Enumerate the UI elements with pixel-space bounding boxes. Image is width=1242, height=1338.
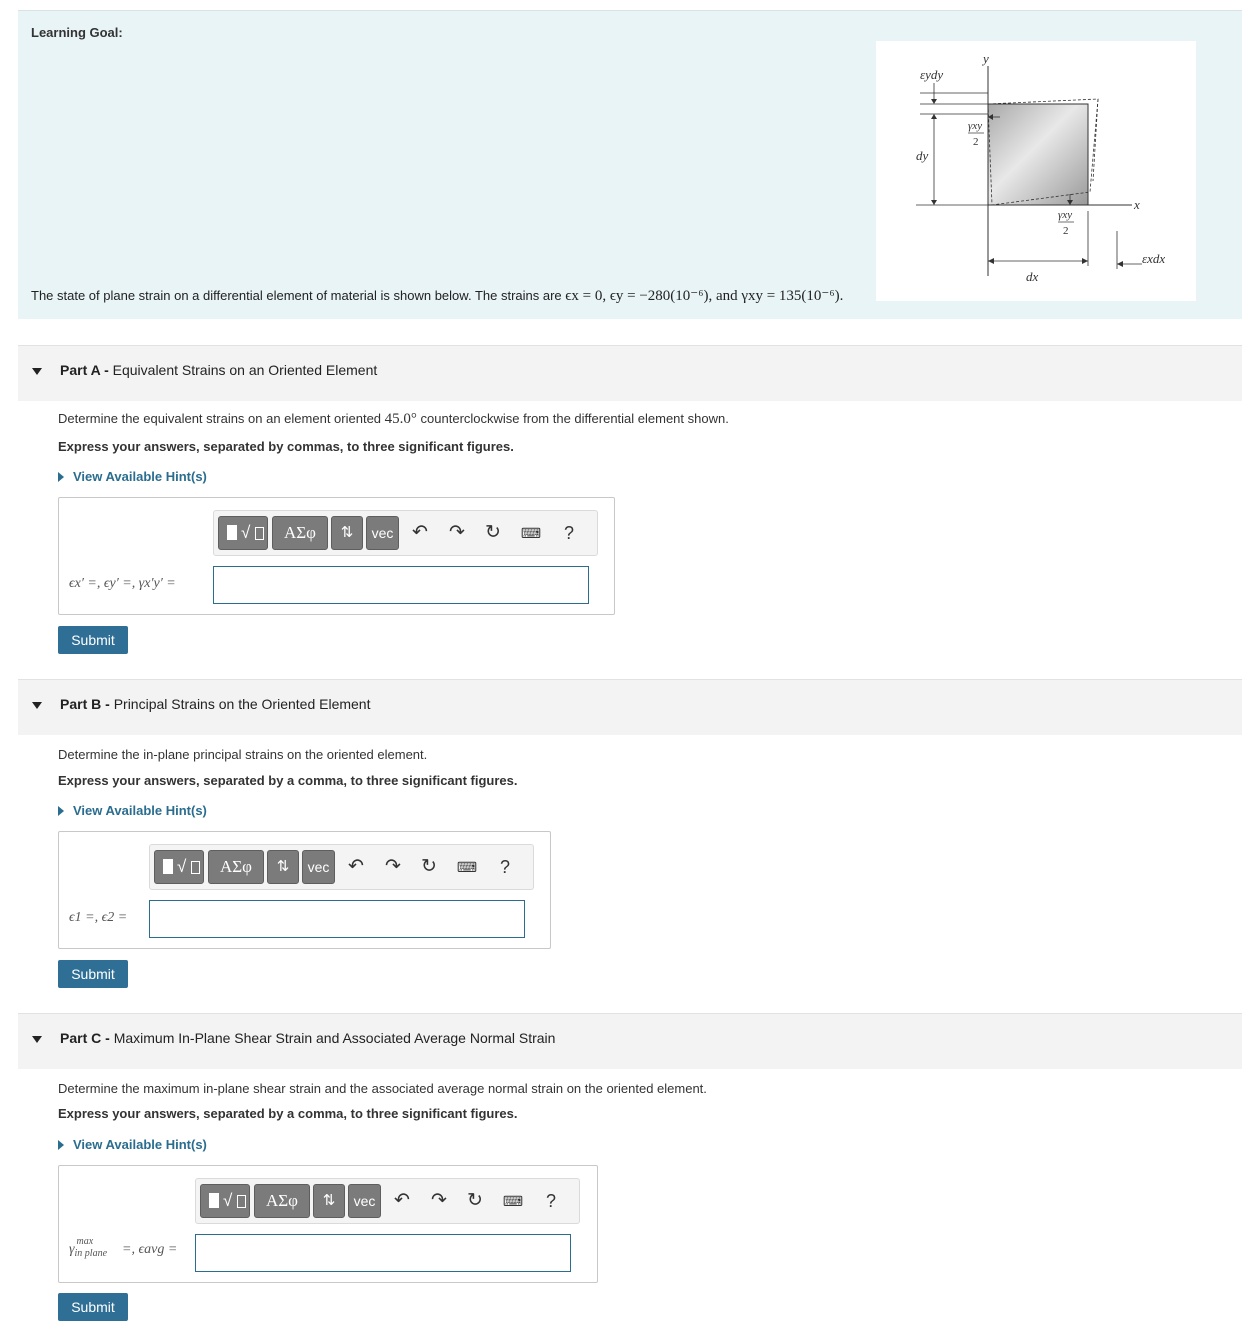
part-a-header[interactable]: [18, 345, 1242, 401]
part-a-title-text: Equivalent Strains on an Oriented Element: [112, 362, 378, 378]
gamma-top-denominator: 2: [973, 136, 979, 148]
template-button[interactable]: √: [154, 850, 204, 884]
template-icon: [227, 525, 237, 540]
part-c-submit-button[interactable]: Submit: [58, 1293, 128, 1321]
vector-button[interactable]: vec: [348, 1184, 381, 1218]
part-b-title: [60, 696, 371, 712]
collapse-triangle-icon[interactable]: [32, 1036, 42, 1043]
ey-dy-label: εydy: [920, 67, 944, 82]
ex-dx-label: εxdx: [1142, 251, 1166, 266]
part-a-submit-button[interactable]: Submit: [58, 626, 128, 654]
undo-icon[interactable]: ↶: [394, 1190, 410, 1211]
part-c-label-sub: in plane: [74, 1248, 108, 1259]
part-a-title: [60, 362, 377, 378]
reset-icon[interactable]: ↻: [485, 522, 501, 543]
undo-icon[interactable]: ↶: [412, 522, 428, 543]
part-a-prompt: [58, 411, 729, 428]
part-b-answer-box: [58, 831, 551, 949]
x-axis-label: x: [1134, 197, 1140, 212]
part-c-label-rest: =, ϵavg =: [122, 1242, 178, 1258]
greek-symbols-button[interactable]: ΑΣφ: [272, 516, 328, 550]
sort-button[interactable]: ⇅: [313, 1184, 345, 1218]
y-axis-label: y: [983, 51, 989, 66]
dy-label: dy: [916, 148, 929, 163]
collapse-triangle-icon[interactable]: [32, 702, 42, 709]
greek-symbols-button[interactable]: ΑΣφ: [254, 1184, 310, 1218]
part-b-hint-label: View Available Hint(s): [73, 803, 207, 818]
help-icon[interactable]: ?: [563, 523, 574, 543]
reset-icon[interactable]: ↻: [421, 856, 437, 877]
template-button[interactable]: √: [218, 516, 268, 550]
keyboard-icon[interactable]: ⌨: [456, 859, 478, 875]
part-c-answer-input[interactable]: [195, 1234, 571, 1272]
part-c-answer-label: γ max in plane =, ϵavg =: [69, 1236, 178, 1259]
part-c-prompt: Determine the maximum in-plane shear strain and the associated average normal strain on the oriented element.: [58, 1081, 707, 1096]
part-a-answer-label: ϵx′ =, ϵy′ =, γx′y′ =: [69, 576, 176, 591]
gamma-top-label: γxy: [968, 120, 983, 132]
expand-arrow-icon: [58, 1140, 64, 1150]
problem-statement-text: The state of plane strain on a differential element of material is shown below. The strains are: [31, 288, 562, 303]
template-icon: [209, 1193, 219, 1208]
part-a-prompt-pre: Determine the equivalent strains on an element oriented: [58, 411, 382, 426]
part-c-letter: Part C -: [60, 1030, 110, 1046]
part-b-hint-link[interactable]: [58, 803, 207, 818]
problem-statement: [31, 286, 843, 305]
help-icon[interactable]: ?: [499, 857, 510, 877]
part-c-answer-box: [58, 1165, 598, 1283]
part-a-instructions: Express your answers, separated by commas, to three significant figures.: [58, 439, 514, 454]
part-a-answer-input[interactable]: [213, 566, 589, 604]
part-c-math-toolbar: [195, 1178, 580, 1224]
strain-diagram: [876, 41, 1196, 301]
part-a-hint-label: View Available Hint(s): [73, 469, 207, 484]
redo-icon[interactable]: ↷: [385, 856, 401, 877]
strain-values: ϵx = 0, ϵy = −280(10⁻⁶), and γxy = 135(10⁻⁶).: [565, 288, 844, 304]
learning-goal-panel: [18, 10, 1242, 319]
redo-icon[interactable]: ↷: [431, 1190, 447, 1211]
expand-arrow-icon: [58, 806, 64, 816]
strain-element-figure: [876, 41, 1196, 301]
part-b-title-text: Principal Strains on the Oriented Element: [113, 696, 371, 712]
part-b-header[interactable]: [18, 679, 1242, 735]
part-b-answer-input[interactable]: [149, 900, 525, 938]
part-c-hint-label: View Available Hint(s): [73, 1137, 207, 1152]
reset-icon[interactable]: ↻: [467, 1190, 483, 1211]
keyboard-icon[interactable]: ⌨: [502, 1193, 524, 1209]
undo-icon[interactable]: ↶: [348, 856, 364, 877]
dx-label: dx: [1026, 269, 1039, 284]
collapse-triangle-icon[interactable]: [32, 368, 42, 375]
keyboard-icon[interactable]: ⌨: [520, 525, 542, 541]
learning-goal-title: Learning Goal:: [31, 25, 123, 40]
sort-button[interactable]: ⇅: [267, 850, 299, 884]
template-button[interactable]: √: [200, 1184, 250, 1218]
part-a-hint-link[interactable]: [58, 469, 207, 484]
part-a-answer-box: [58, 497, 615, 615]
part-c-label-sup: max: [76, 1236, 94, 1247]
part-c-title-text: Maximum In-Plane Shear Strain and Associated Average Normal Strain: [113, 1030, 556, 1046]
help-icon[interactable]: ?: [545, 1191, 556, 1211]
part-c-instructions: Express your answers, separated by a comma, to three significant figures.: [58, 1106, 518, 1121]
part-b-submit-button[interactable]: Submit: [58, 960, 128, 988]
redo-icon[interactable]: ↷: [449, 522, 465, 543]
part-b-prompt: Determine the in-plane principal strains on the oriented element.: [58, 747, 428, 762]
part-b-math-toolbar: [149, 844, 534, 890]
part-b-letter: Part B -: [60, 696, 110, 712]
part-c-header[interactable]: [18, 1013, 1242, 1069]
part-a-angle: 45.0°: [384, 411, 417, 427]
vector-button[interactable]: vec: [366, 516, 399, 550]
part-a-prompt-post: counterclockwise from the differential element shown.: [420, 411, 729, 426]
part-a-letter: Part A -: [60, 362, 109, 378]
gamma-bottom-denominator: 2: [1063, 225, 1069, 237]
part-b-answer-label: ϵ1 =, ϵ2 =: [69, 910, 128, 925]
greek-symbols-button[interactable]: ΑΣφ: [208, 850, 264, 884]
expand-arrow-icon: [58, 472, 64, 482]
gamma-bottom-label: γxy: [1058, 209, 1073, 221]
template-icon: [163, 859, 173, 874]
vector-button[interactable]: vec: [302, 850, 335, 884]
part-b-instructions: Express your answers, separated by a comma, to three significant figures.: [58, 773, 518, 788]
part-a-math-toolbar: [213, 510, 598, 556]
part-c-title: [60, 1030, 555, 1046]
sort-button[interactable]: ⇅: [331, 516, 363, 550]
part-c-hint-link[interactable]: [58, 1137, 207, 1152]
